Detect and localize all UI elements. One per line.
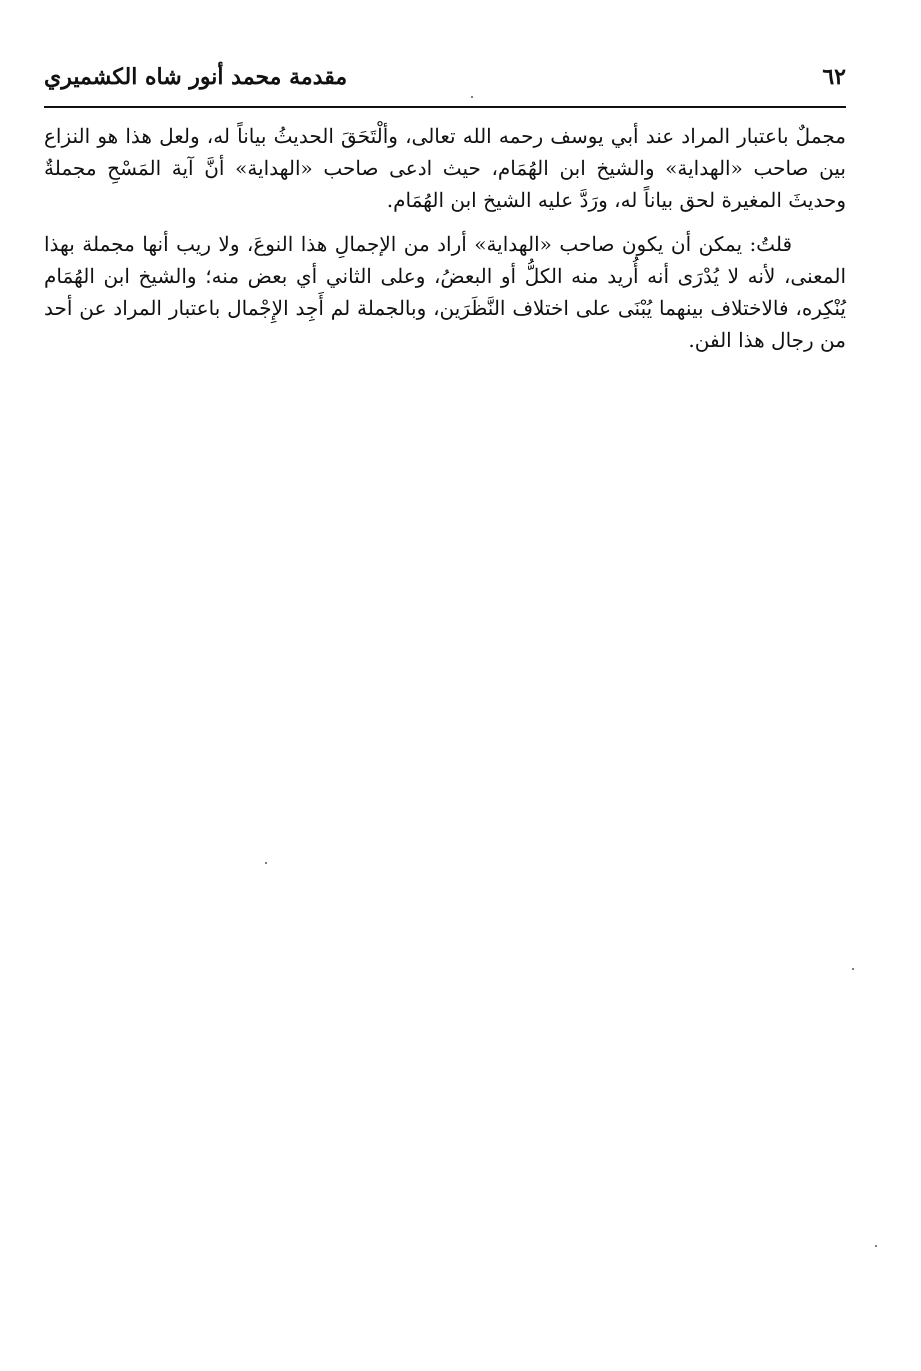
scan-speck (265, 862, 267, 864)
page-body (44, 120, 846, 356)
page-number: ٦٢ (822, 64, 846, 90)
running-title: مقدمة محمد أنور شاه الكشميري (44, 64, 348, 90)
paragraph-1: مجملٌ باعتبار المراد عند أبي يوسف رحمه الله تعالى، وألْتَحَقَ الحديثُ بياناً له، ولعل هذا هو النزاع بين صاحب «الهداية» والشيخ ابن الهُمَام، حيث ادعى صاحب «الهداية» أنَّ آية المَسْحِ مجملةٌ وحديثَ المغيرة لحق بياناً له، ورَدَّ عليه الشيخ ابن الهُمَام. (44, 124, 846, 212)
page-header (44, 62, 846, 102)
scan-speck (471, 96, 473, 98)
paragraph-2: قلتُ: يمكن أن يكون صاحب «الهداية» أراد من الإجمالِ هذا النوعَ، ولا ريب أنها مجملة بهذا المعنى، لأنه لا يُدْرَى أنه أُريد منه الكلُّ أو البعضُ، وعلى الثاني أي بعض منه؛ والشيخ ابن الهُمَام يُنْكِره، فالاختلاف بينهما يُبْنَى على اختلاف النَّظَرَين، وبالجملة لم أَجِد الإِجْمال باعتبار المراد عن أحد من رجال هذا الفن. (44, 232, 846, 352)
scan-speck (875, 1245, 877, 1247)
scan-speck (852, 968, 854, 970)
header-divider (44, 106, 846, 108)
